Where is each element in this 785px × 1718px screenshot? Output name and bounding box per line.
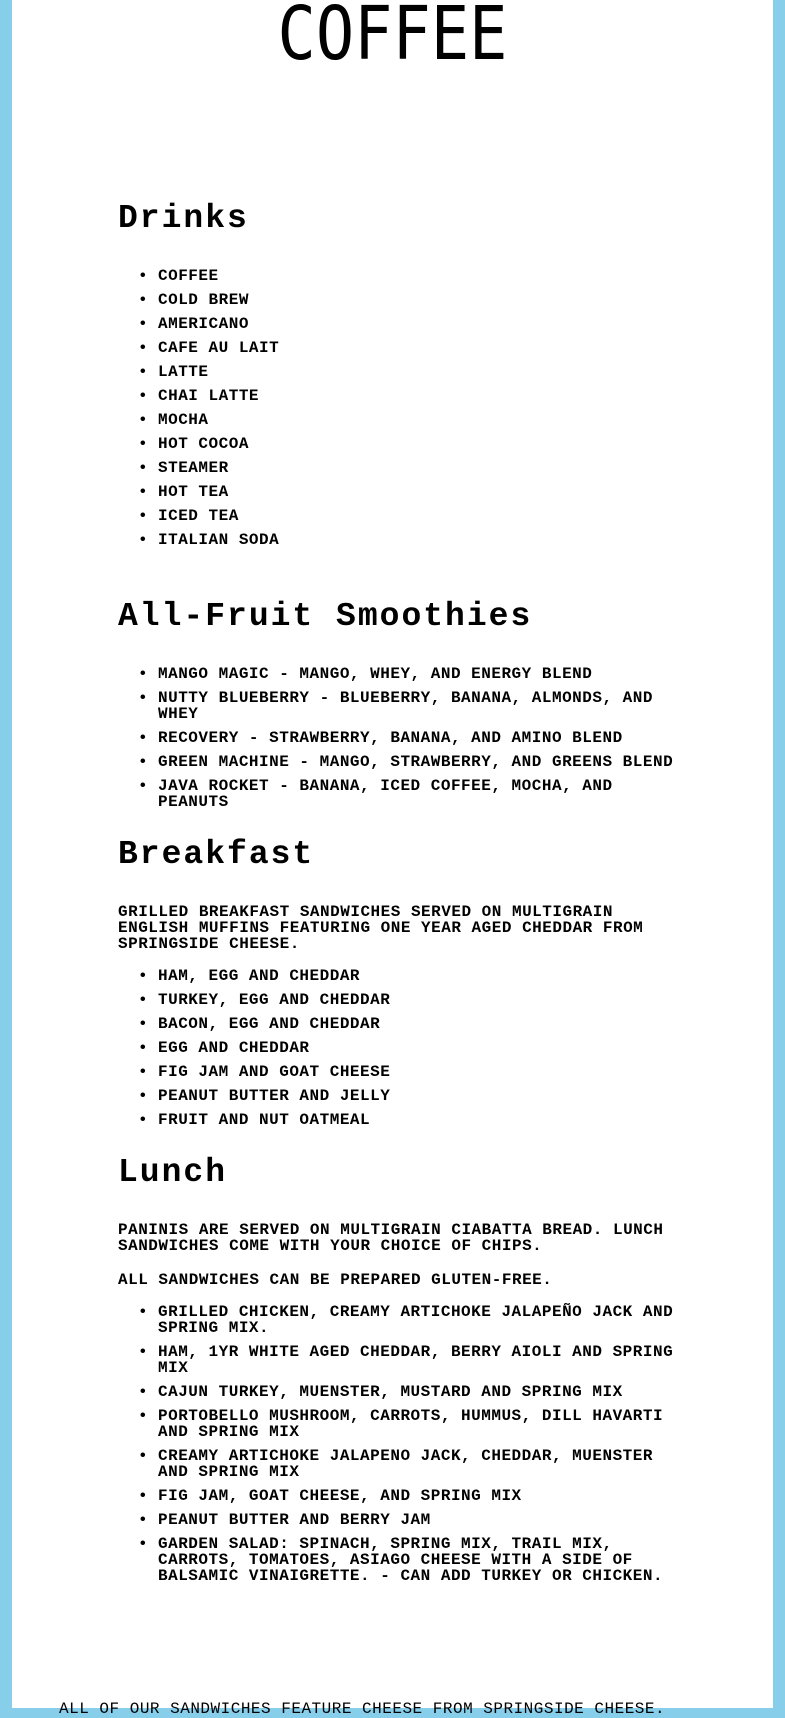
- bullet-icon: •: [138, 729, 149, 747]
- bullet-icon: •: [138, 1039, 149, 1057]
- breakfast-section: [118, 836, 688, 1128]
- bullet-icon: •: [138, 1511, 149, 1529]
- menu-item-label: CREAMY ARTICHOKE JALAPENO JACK, CHEDDAR, MUENSTER AND SPRING MIX: [158, 1447, 653, 1481]
- smoothies-list: [118, 666, 688, 810]
- bullet-icon: •: [138, 1087, 149, 1105]
- menu-item: [138, 1303, 688, 1337]
- lunch-section: [118, 1154, 688, 1584]
- bullet-icon: •: [138, 1111, 149, 1129]
- bullet-icon: •: [138, 291, 149, 309]
- bullet-icon: •: [138, 1015, 149, 1033]
- drinks-section: [118, 200, 688, 548]
- menu-item: [138, 267, 688, 285]
- bullet-icon: •: [138, 753, 149, 771]
- menu-item-label: ICED TEA: [158, 507, 239, 525]
- menu-item: [138, 531, 688, 549]
- breakfast-heading: Breakfast: [118, 836, 315, 873]
- menu-item-label: AMERICANO: [158, 315, 249, 333]
- menu-item: [138, 363, 688, 381]
- bullet-icon: •: [138, 1383, 149, 1401]
- menu-item: [138, 1511, 688, 1529]
- menu-item-label: BACON, EGG AND CHEDDAR: [158, 1015, 381, 1033]
- bullet-icon: •: [138, 1303, 149, 1321]
- menu-item: [138, 967, 688, 985]
- bullet-icon: •: [138, 507, 149, 525]
- menu-item-label: RECOVERY - STRAWBERRY, BANANA, AND AMINO BLEND: [158, 729, 623, 747]
- bullet-icon: •: [138, 363, 149, 381]
- bullet-icon: •: [138, 777, 149, 795]
- bullet-icon: •: [138, 967, 149, 985]
- menu-item: [138, 665, 688, 683]
- lunch-list: [118, 1304, 688, 1584]
- menu-item-label: PEANUT BUTTER AND BERRY JAM: [158, 1511, 431, 1529]
- drinks-list: [118, 268, 688, 548]
- menu-item-label: COLD BREW: [158, 291, 249, 309]
- menu-item: [138, 1111, 688, 1129]
- menu-item-label: PORTOBELLO MUSHROOM, CARROTS, HUMMUS, DILL HAVARTI AND SPRING MIX: [158, 1407, 664, 1441]
- menu-content: [118, 200, 688, 1592]
- menu-item: [138, 387, 688, 405]
- bullet-icon: •: [138, 1407, 149, 1425]
- breakfast-description: GRILLED BREAKFAST SANDWICHES SERVED ON MULTIGRAIN ENGLISH MUFFINS FEATURING ONE YEAR AGED CHEDDAR FROM SPRINGSIDE CHEESE.: [118, 903, 644, 953]
- menu-item: [138, 1087, 688, 1105]
- menu-item: [138, 291, 688, 309]
- bullet-icon: •: [138, 315, 149, 333]
- lunch-description: PANINIS ARE SERVED ON MULTIGRAIN CIABATTA BREAD. LUNCH SANDWICHES COME WITH YOUR CHOICE OF CHIPS.: [118, 1221, 664, 1255]
- menu-item-label: COFFEE: [158, 267, 219, 285]
- menu-item-label: PEANUT BUTTER AND JELLY: [158, 1087, 391, 1105]
- menu-item-label: MANGO MAGIC - MANGO, WHEY, AND ENERGY BLEND: [158, 665, 593, 683]
- menu-item-label: FIG JAM AND GOAT CHEESE: [158, 1063, 391, 1081]
- menu-item: [138, 1383, 688, 1401]
- menu-item-label: GRILLED CHICKEN, CREAMY ARTICHOKE JALAPEÑO JACK AND SPRING MIX.: [158, 1303, 674, 1337]
- menu-item-label: JAVA ROCKET - BANANA, ICED COFFEE, MOCHA, AND PEANUTS: [158, 777, 613, 811]
- bullet-icon: •: [138, 483, 149, 501]
- bullet-icon: •: [138, 1447, 149, 1465]
- bullet-icon: •: [138, 1487, 149, 1505]
- menu-item-label: STEAMER: [158, 459, 229, 477]
- menu-item: [138, 1015, 688, 1033]
- menu-item: [138, 411, 688, 429]
- menu-item: [138, 507, 688, 525]
- bullet-icon: •: [138, 339, 149, 357]
- menu-item: [138, 689, 688, 723]
- menu-item-label: GREEN MACHINE - MANGO, STRAWBERRY, AND GREENS BLEND: [158, 753, 674, 771]
- bullet-icon: •: [138, 665, 149, 683]
- menu-item-label: CAFE AU LAIT: [158, 339, 280, 357]
- bullet-icon: •: [138, 531, 149, 549]
- breakfast-list: [118, 968, 688, 1128]
- menu-item: [138, 1343, 688, 1377]
- menu-item: [138, 729, 688, 747]
- menu-item: [138, 339, 688, 357]
- menu-item-label: HOT TEA: [158, 483, 229, 501]
- menu-item-label: FRUIT AND NUT OATMEAL: [158, 1111, 371, 1129]
- bullet-icon: •: [138, 1063, 149, 1081]
- bullet-icon: •: [138, 1535, 149, 1553]
- menu-item: [138, 1063, 688, 1081]
- menu-item: [138, 1407, 688, 1441]
- bullet-icon: •: [138, 411, 149, 429]
- menu-item-label: NUTTY BLUEBERRY - BLUEBERRY, BANANA, ALMONDS, AND WHEY: [158, 689, 653, 723]
- menu-item: [138, 991, 688, 1009]
- menu-item: [138, 315, 688, 333]
- menu-item-label: ITALIAN SODA: [158, 531, 280, 549]
- bullet-icon: •: [138, 435, 149, 453]
- cheese-footnote: ALL OF OUR SANDWICHES FEATURE CHEESE FROM SPRINGSIDE CHEESE.: [59, 1700, 666, 1718]
- bullet-icon: •: [138, 387, 149, 405]
- bullet-icon: •: [138, 991, 149, 1009]
- menu-item-label: FIG JAM, GOAT CHEESE, AND SPRING MIX: [158, 1487, 522, 1505]
- menu-item: [138, 1039, 688, 1057]
- menu-item: [138, 1447, 688, 1481]
- menu-item: [138, 753, 688, 771]
- drinks-heading: Drinks: [118, 200, 249, 237]
- menu-item-label: EGG AND CHEDDAR: [158, 1039, 310, 1057]
- menu-item-label: HAM, 1YR WHITE AGED CHEDDAR, BERRY AIOLI AND SPRING MIX: [158, 1343, 674, 1377]
- bullet-icon: •: [138, 459, 149, 477]
- menu-item-label: GARDEN SALAD: SPINACH, SPRING MIX, TRAIL MIX, CARROTS, TOMATOES, ASIAGO CHEESE WITH A SIDE OF BALSAMIC VINAIGRETTE. - CAN ADD TURKEY OR CHICKEN.: [158, 1535, 664, 1585]
- bullet-icon: •: [138, 689, 149, 707]
- menu-item: [138, 777, 688, 811]
- smoothies-section: [118, 598, 688, 810]
- menu-item-label: LATTE: [158, 363, 209, 381]
- lunch-heading: Lunch: [118, 1154, 228, 1191]
- menu-item: [138, 459, 688, 477]
- menu-item-label: HOT COCOA: [158, 435, 249, 453]
- menu-item: [138, 1535, 688, 1585]
- menu-page: [12, 0, 773, 1718]
- page-title: COFFEE: [277, 0, 508, 77]
- menu-item: [138, 435, 688, 453]
- menu-item-label: TURKEY, EGG AND CHEDDAR: [158, 991, 391, 1009]
- menu-item-label: CAJUN TURKEY, MUENSTER, MUSTARD AND SPRING MIX: [158, 1383, 623, 1401]
- menu-item: [138, 483, 688, 501]
- menu-item: [138, 1487, 688, 1505]
- bullet-icon: •: [138, 267, 149, 285]
- menu-item-label: HAM, EGG AND CHEDDAR: [158, 967, 361, 985]
- menu-item-label: CHAI LATTE: [158, 387, 260, 405]
- smoothies-heading: All-Fruit Smoothies: [118, 598, 533, 635]
- gluten-free-note: ALL SANDWICHES CAN BE PREPARED GLUTEN-FREE.: [118, 1271, 553, 1289]
- menu-item-label: MOCHA: [158, 411, 209, 429]
- bullet-icon: •: [138, 1343, 149, 1361]
